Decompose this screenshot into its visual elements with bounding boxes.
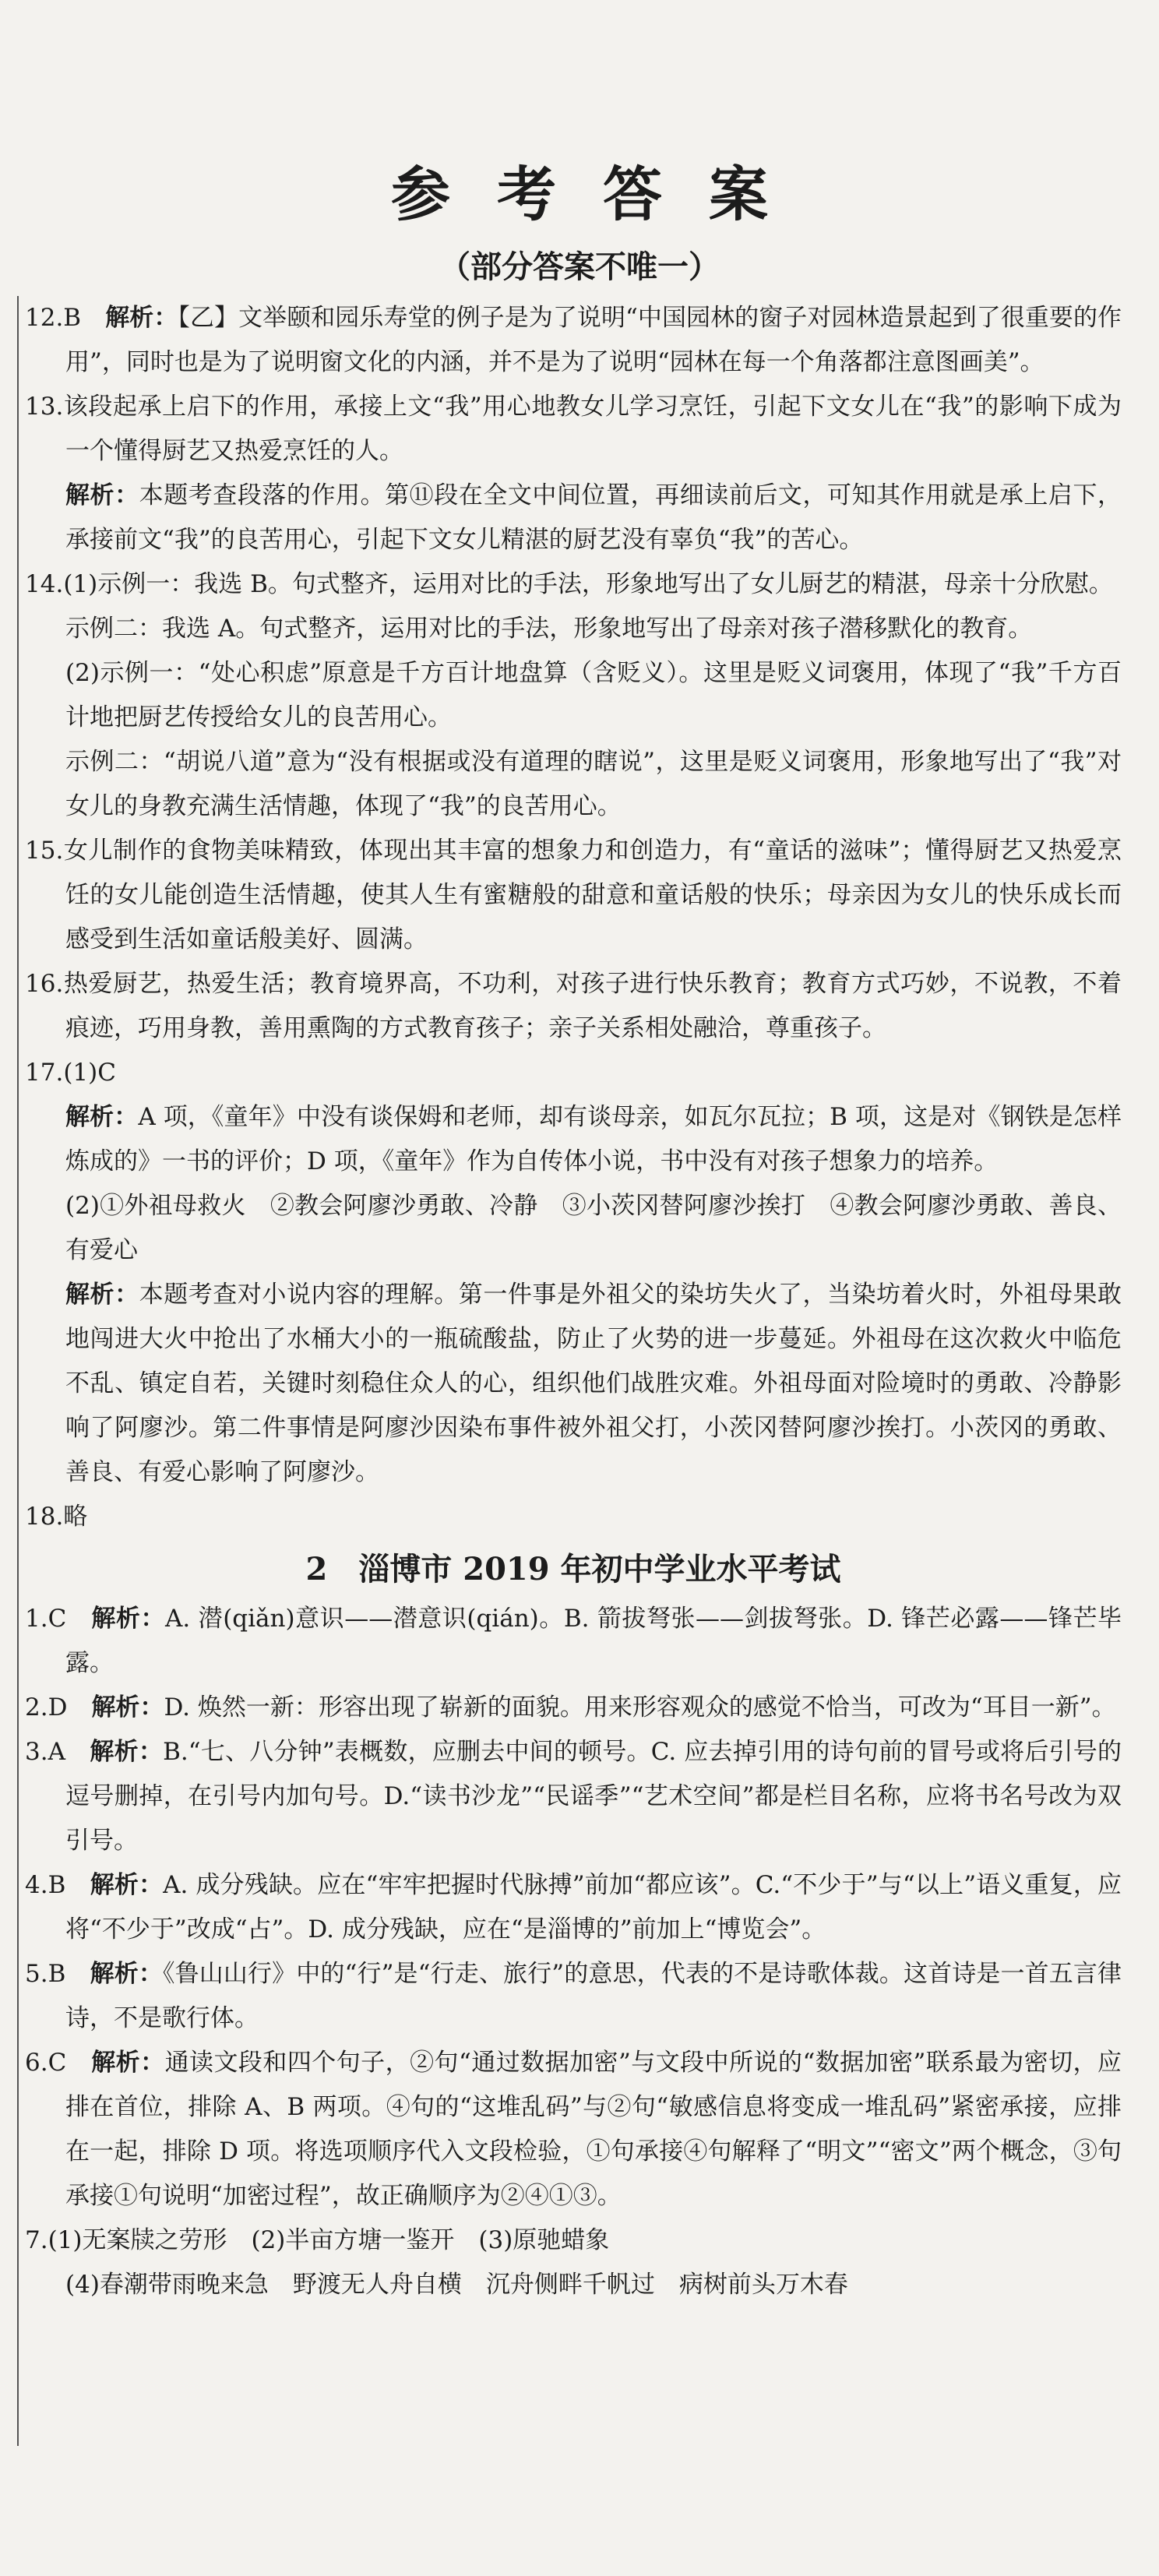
s2-answer-3: 3.A 解析：B.“七、八分钟”表概数，应删去中间的顿号。C. 应去掉引用的诗句前的冒号或将后引号的逗号删掉，在引号内加句号。D.“读书沙龙”“民谣季”“艺术空间”都是栏目名称，应将书名号改为双引号。 bbox=[25, 1738, 1122, 1855]
answer-17-part2: (2)①外祖母救火 ②教会阿廖沙勇敢、冷静 ③小茨冈替阿廖沙挨打 ④教会阿廖沙勇敢、善良、有爱心 bbox=[65, 1192, 1122, 1264]
s2-answer-4: 4.B 解析：A. 成分残缺。应在“牢牢把握时代脉搏”前加“都应该”。C.“不少于”与“以上”语义重复，应将“不少于”改成“占”。D. 成分残缺，应在“是淄博的”前加上“博览会”。 bbox=[25, 1871, 1122, 1943]
answer-17: 17.(1)C bbox=[25, 1059, 116, 1087]
s2-answer-1: 1.C 解析：A. 潜(qiǎn)意识——潜意识(qián)。B. 箭拔弩张——剑拔弩张。D. 锋芒必露——锋芒毕露。 bbox=[25, 1605, 1122, 1677]
answer-13: 13.该段起承上启下的作用，承接上文“我”用心地教女儿学习烹饪，引起下文女儿在“我”的影响下成为一个懂得厨艺又热爱烹饪的人。 bbox=[25, 393, 1122, 465]
answer-15: 15.女儿制作的食物美味精致，体现出其丰富的想象力和创造力，有“童话的滋味”；懂得厨艺又热爱烹饪的女儿能创造生活情趣，使其人生有蜜糖般的甜意和童话般的快乐；母亲因为女儿的快乐成长而感受到生活如童话般美好、圆满。 bbox=[25, 837, 1122, 953]
section-title: 2 淄博市 2019 年初中学业水平考试 bbox=[305, 1551, 841, 1588]
s2-answer-7-part4: (4)春潮带雨晚来急 野渡无人舟自横 沉舟侧畔千帆过 病树前头万木春 bbox=[65, 2271, 848, 2299]
s2-answer-2: 2.D 解析：D. 焕然一新：形容出现了崭新的面貌。用来形容观众的感觉不恰当，可改为“耳目一新”。 bbox=[25, 1693, 1116, 1721]
answer-14-part2-example2: 示例二：“胡说八道”意为“没有根据或没有道理的瞎说”，这里是贬义词褒用，形象地写出了“我”对女儿的身教充满生活情趣，体现了“我”的良苦用心。 bbox=[65, 748, 1122, 820]
answer-16: 16.热爱厨艺，热爱生活；教育境界高，不功利，对孩子进行快乐教育；教育方式巧妙，不说教，不着痕迹，巧用身教，善用熏陶的方式教育孩子；亲子关系相处融洽，尊重孩子。 bbox=[25, 970, 1122, 1042]
s2-answer-5: 5.B 解析：《鲁山山行》中的“行”是“行走、旅行”的意思，代表的不是诗歌体裁。这首诗是一首五言律诗，不是歌行体。 bbox=[25, 1960, 1122, 2032]
page-title: 参考答案 bbox=[391, 160, 815, 229]
answer-18: 18.略 bbox=[25, 1503, 88, 1531]
left-margin-rule bbox=[17, 296, 19, 2446]
answer-14: 14.(1)示例一：我选 B。句式整齐，运用对比的手法，形象地写出了女儿厨艺的精湛，母亲十分欣慰。 bbox=[25, 570, 1113, 598]
answer-14-part2: (2)示例一：“处心积虑”原意是千方百计地盘算（含贬义）。这里是贬义词褒用，体现了“我”千方百计地把厨艺传授给女儿的良苦用心。 bbox=[65, 659, 1122, 731]
answer-12: 12.B 解析：【乙】文举颐和园乐寿堂的例子是为了说明“中国园林的窗子对园林造景起到了很重要的作用”，同时也是为了说明窗文化的内涵，并不是为了说明“园林在每一个角落都注意图画美”。 bbox=[25, 304, 1122, 376]
answer-content bbox=[25, 296, 1122, 2307]
s2-answer-7: 7.(1)无案牍之劳形 (2)半亩方塘一鉴开 (3)原驰蜡象 bbox=[25, 2226, 610, 2254]
answer-17-analysis2: 解析：本题考查对小说内容的理解。第一件事是外祖父的染坊失火了，当染坊着火时，外祖母果敢地闯进大火中抢出了水桶大小的一瓶硫酸盐，防止了火势的进一步蔓延。外祖母在这次救火中临危不乱、镇定自若，关键时刻稳住众人的心，组织他们战胜灾难。外祖母面对险境时的勇敢、冷静影响了阿廖沙。第二件事情是阿廖沙因染布事件被外祖父打，小茨冈替阿廖沙挨打。小茨冈的勇敢、善良、有爱心影响了阿廖沙。 bbox=[65, 1281, 1122, 1486]
answer-14-example2: 示例二：我选 A。句式整齐，运用对比的手法，形象地写出了母亲对孩子潜移默化的教育。 bbox=[65, 615, 1033, 643]
s2-answer-6: 6.C 解析：通读文段和四个句子，②句“通过数据加密”与文段中所说的“数据加密”联系最为密切，应排在首位，排除 A、B 两项。④句的“这堆乱码”与②句“敏感信息将变成一堆乱码”紧密承接，应排在一起，排除 D 项。将选项顺序代入文段检验，①句承接④句解释了“明文”“密文”两个概念，③句承接①句说明“加密过程”，故正确顺序为②④①③。 bbox=[25, 2049, 1122, 2210]
answer-13-analysis: 解析：本题考查段落的作用。第⑪段在全文中间位置，再细读前后文，可知其作用就是承上启下，承接前文“我”的良苦用心，引起下文女儿精湛的厨艺没有辜负“我”的苦心。 bbox=[65, 481, 1122, 554]
page-subtitle: （部分答案不唯一） bbox=[439, 248, 720, 285]
answer-17-analysis1: 解析：A 项，《童年》中没有谈保姆和老师，却有谈母亲，如瓦尔瓦拉；B 项，这是对《钢铁是怎样炼成的》一书的评价；D 项，《童年》作为自传体小说，书中没有对孩子想象力的培养。 bbox=[65, 1103, 1122, 1175]
